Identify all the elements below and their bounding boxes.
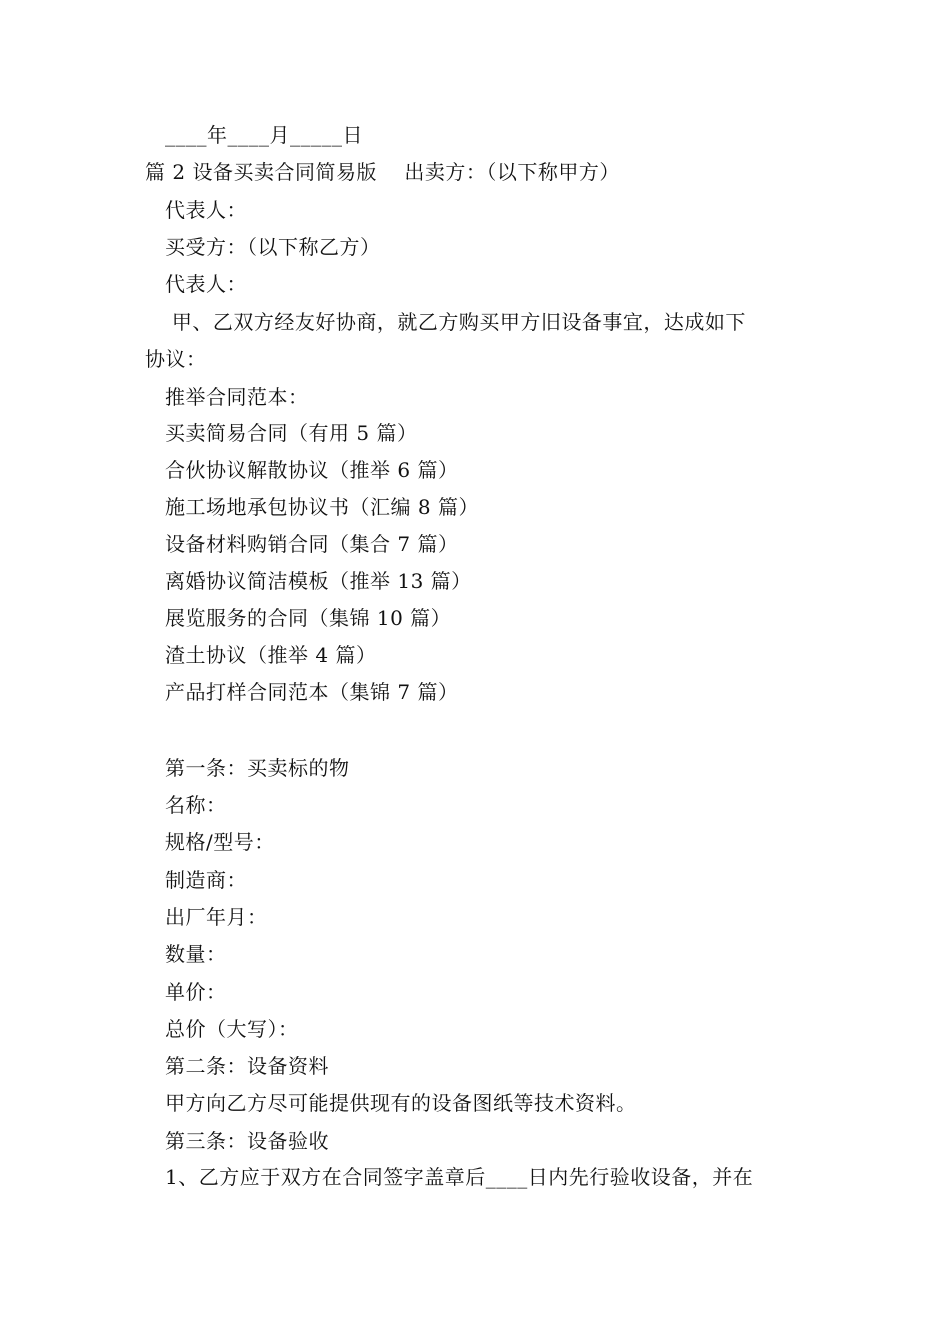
buyer-line: 买受方：（以下称乙方） (165, 235, 381, 259)
date-line: ____年____月_____日 (165, 123, 363, 147)
recommended-item: 买卖简易合同（有用 5 篇） (165, 421, 418, 445)
recommended-item: 施工场地承包协议书（汇编 8 篇） (165, 495, 479, 519)
heading-line: 篇 2 设备买卖合同简易版 出卖方：（以下称甲方） (145, 160, 620, 184)
article1-field-date: 出厂年月： (165, 905, 268, 929)
article1-field-quantity: 数量： (165, 942, 227, 966)
article1-title: 第一条：买卖标的物 (165, 756, 350, 780)
recommended-item: 设备材料购销合同（集合 7 篇） (165, 532, 459, 556)
agreement-intro-2: 协议： (145, 347, 207, 371)
recommended-item: 渣土协议（推举 4 篇） (165, 643, 377, 667)
recommended-title: 推举合同范本： (165, 385, 309, 409)
article1-field-unit-price: 单价： (165, 980, 227, 1004)
representative-a: 代表人： (165, 198, 247, 222)
agreement-intro-1: 甲、乙双方经友好协商，就乙方购买甲方旧设备事宜，达成如下 (165, 310, 746, 334)
article1-field-name: 名称： (165, 793, 227, 817)
recommended-item: 展览服务的合同（集锦 10 篇） (165, 606, 452, 630)
article1-field-manufacturer: 制造商： (165, 868, 247, 892)
article2-body: 甲方向乙方尽可能提供现有的设备图纸等技术资料。 (165, 1091, 637, 1115)
article3-title: 第三条：设备验收 (165, 1129, 329, 1153)
recommended-item: 产品打样合同范本（集锦 7 篇） (165, 680, 459, 704)
recommended-item: 合伙协议解散协议（推举 6 篇） (165, 458, 459, 482)
article1-field-total: 总价（大写）： (165, 1017, 299, 1041)
article3-item1: 1、乙方应于双方在合同签字盖章后____日内先行验收设备，并在 (165, 1165, 754, 1189)
recommended-item: 离婚协议简洁模板（推举 13 篇） (165, 569, 472, 593)
article1-field-model: 规格/型号： (165, 830, 275, 854)
representative-b: 代表人： (165, 272, 247, 296)
article2-title: 第二条：设备资料 (165, 1054, 329, 1078)
